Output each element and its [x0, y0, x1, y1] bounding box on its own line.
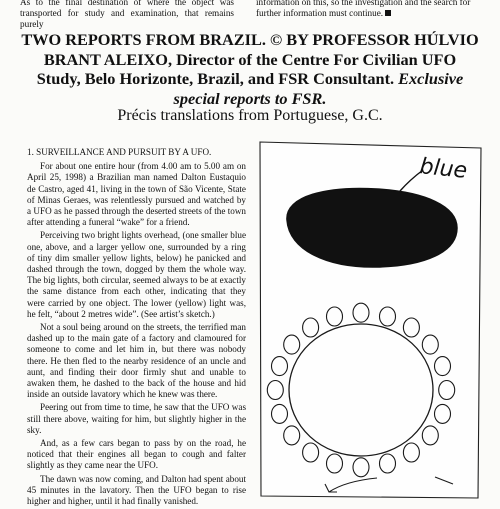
article-paragraph: For about one entire hour (from 4.00 am to 5.00 am on April 25, 1998) a Brazilian man named Dalton Eustaquio de Castro, aged 41, living in the town of São Vicente, State of Minas Geraes, was relentlessly pursued and watched by a UFO as he passed through the deserted streets of the town after attending a funeral “wake” for a friend.	[27, 161, 246, 228]
article-paragraph: Perceiving two bright lights overhead, (one smaller blue one, above, and a larger yellow one, surrounded by a ring of tiny dim smaller yellow lights, below) he panicked and dashed through the town, dogged by them the whole way. The big lights, both circular, seemed always to be at exactly the same distance from each other, indicating that they were carried by one object. The lower (yellow) light was, he felt, “about 2 metres wide”. (See artist’s sketch.)	[27, 230, 246, 319]
end-square-icon	[385, 10, 391, 16]
blue-label: blue	[418, 154, 469, 184]
headline-exclusive: Exclusive special reports to FSR.	[173, 69, 464, 108]
artist-sketch	[257, 140, 485, 500]
top-left-fragment: As to the final destination of where the object was transported for study and examination, that remains purely	[20, 0, 234, 29]
article-paragraph: And, as a few cars began to pass by on the road, he noticed that their engines all began to cough and falter slightly as they came near the UFO.	[27, 438, 246, 471]
precis-line: Précis translations from Portuguese, G.C.	[117, 107, 383, 124]
section-title: 1. SURVEILLANCE AND PURSUIT BY A UFO.	[27, 147, 212, 157]
headline-main: TWO REPORTS FROM BRAZIL. © BY PROFESSOR HÚLVIO BRANT ALEIXO, Director of the Centre For Civilian UFO Study, Belo Horizonte, Brazil, and FSR Consultant.	[21, 30, 479, 89]
article-paragraph: Peering out from time to time, he saw that the UFO was still there above, waiting for him, but slightly higher in the sky.	[27, 402, 246, 435]
top-right-fragment	[256, 0, 481, 19]
article-paragraph: The dawn was now coming, and Dalton had spent about 45 minutes in the lavatory. Then the UFO began to rise higher and higher, until it had finally vanished.	[27, 473, 246, 507]
article-column	[27, 145, 246, 509]
top-right-text: information on this, so the investigation and the search for further information must continue.	[256, 0, 471, 18]
article-paragraph: Not a soul being around on the streets, the terrified man dashed up to the main gate of a factory and clamoured for someone to come and let him in, but there was nobody there. He then fled to the nearby residence of an uncle and aunt, and finding their door firmly shut and unable to awaken them, he dashed to the back of the house and hid inside an outside lavatory which he knew was there.	[27, 322, 246, 400]
headline	[20, 30, 480, 108]
